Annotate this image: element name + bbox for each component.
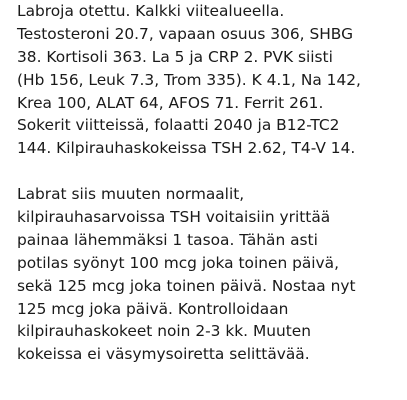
text-line: Krea 100, ALAT 64, AFOS 71. Ferrit 261. xyxy=(17,93,324,112)
text-line: sekä 125 mcg joka toinen päivä. Nostaa nyt xyxy=(17,276,356,295)
text-line: Sokerit viitteissä, folaatti 2040 ja B12-TC2 xyxy=(17,116,340,135)
text-line: potilas syönyt 100 mcg joka toinen päivä, xyxy=(17,253,339,272)
text-line: Labroja otettu. Kalkki viitealueella. xyxy=(17,2,285,20)
text-line: kilpirauhasarvoissa TSH voitaisiin yrittää xyxy=(17,208,331,227)
assessment-paragraph xyxy=(17,183,407,366)
text-line: Labrat siis muuten normaalit, xyxy=(17,185,245,204)
text-line: kilpirauhaskokeet noin 2-3 kk. Muuten xyxy=(17,322,312,341)
paragraph-spacer xyxy=(17,160,407,183)
clinical-note xyxy=(17,0,407,366)
text-line: 125 mcg joka päivä. Kontrolloidaan xyxy=(17,299,289,318)
text-line: 38. Kortisoli 363. La 5 ja CRP 2. PVK siisti xyxy=(17,47,333,66)
text-line: Testosteroni 20.7, vapaan osuus 306, SHBG xyxy=(17,24,354,43)
text-line: painaa lähemmäksi 1 tasoa. Tähän asti xyxy=(17,230,318,249)
text-line: kokeissa ei väsymysoiretta selittävää. xyxy=(17,345,310,364)
text-line: (Hb 156, Leuk 7.3, Trom 335). K 4.1, Na 142, xyxy=(17,70,361,89)
text-line: 144. Kilpirauhaskokeissa TSH 2.62, T4-V 14. xyxy=(17,139,356,158)
lab-results-paragraph xyxy=(17,0,407,160)
